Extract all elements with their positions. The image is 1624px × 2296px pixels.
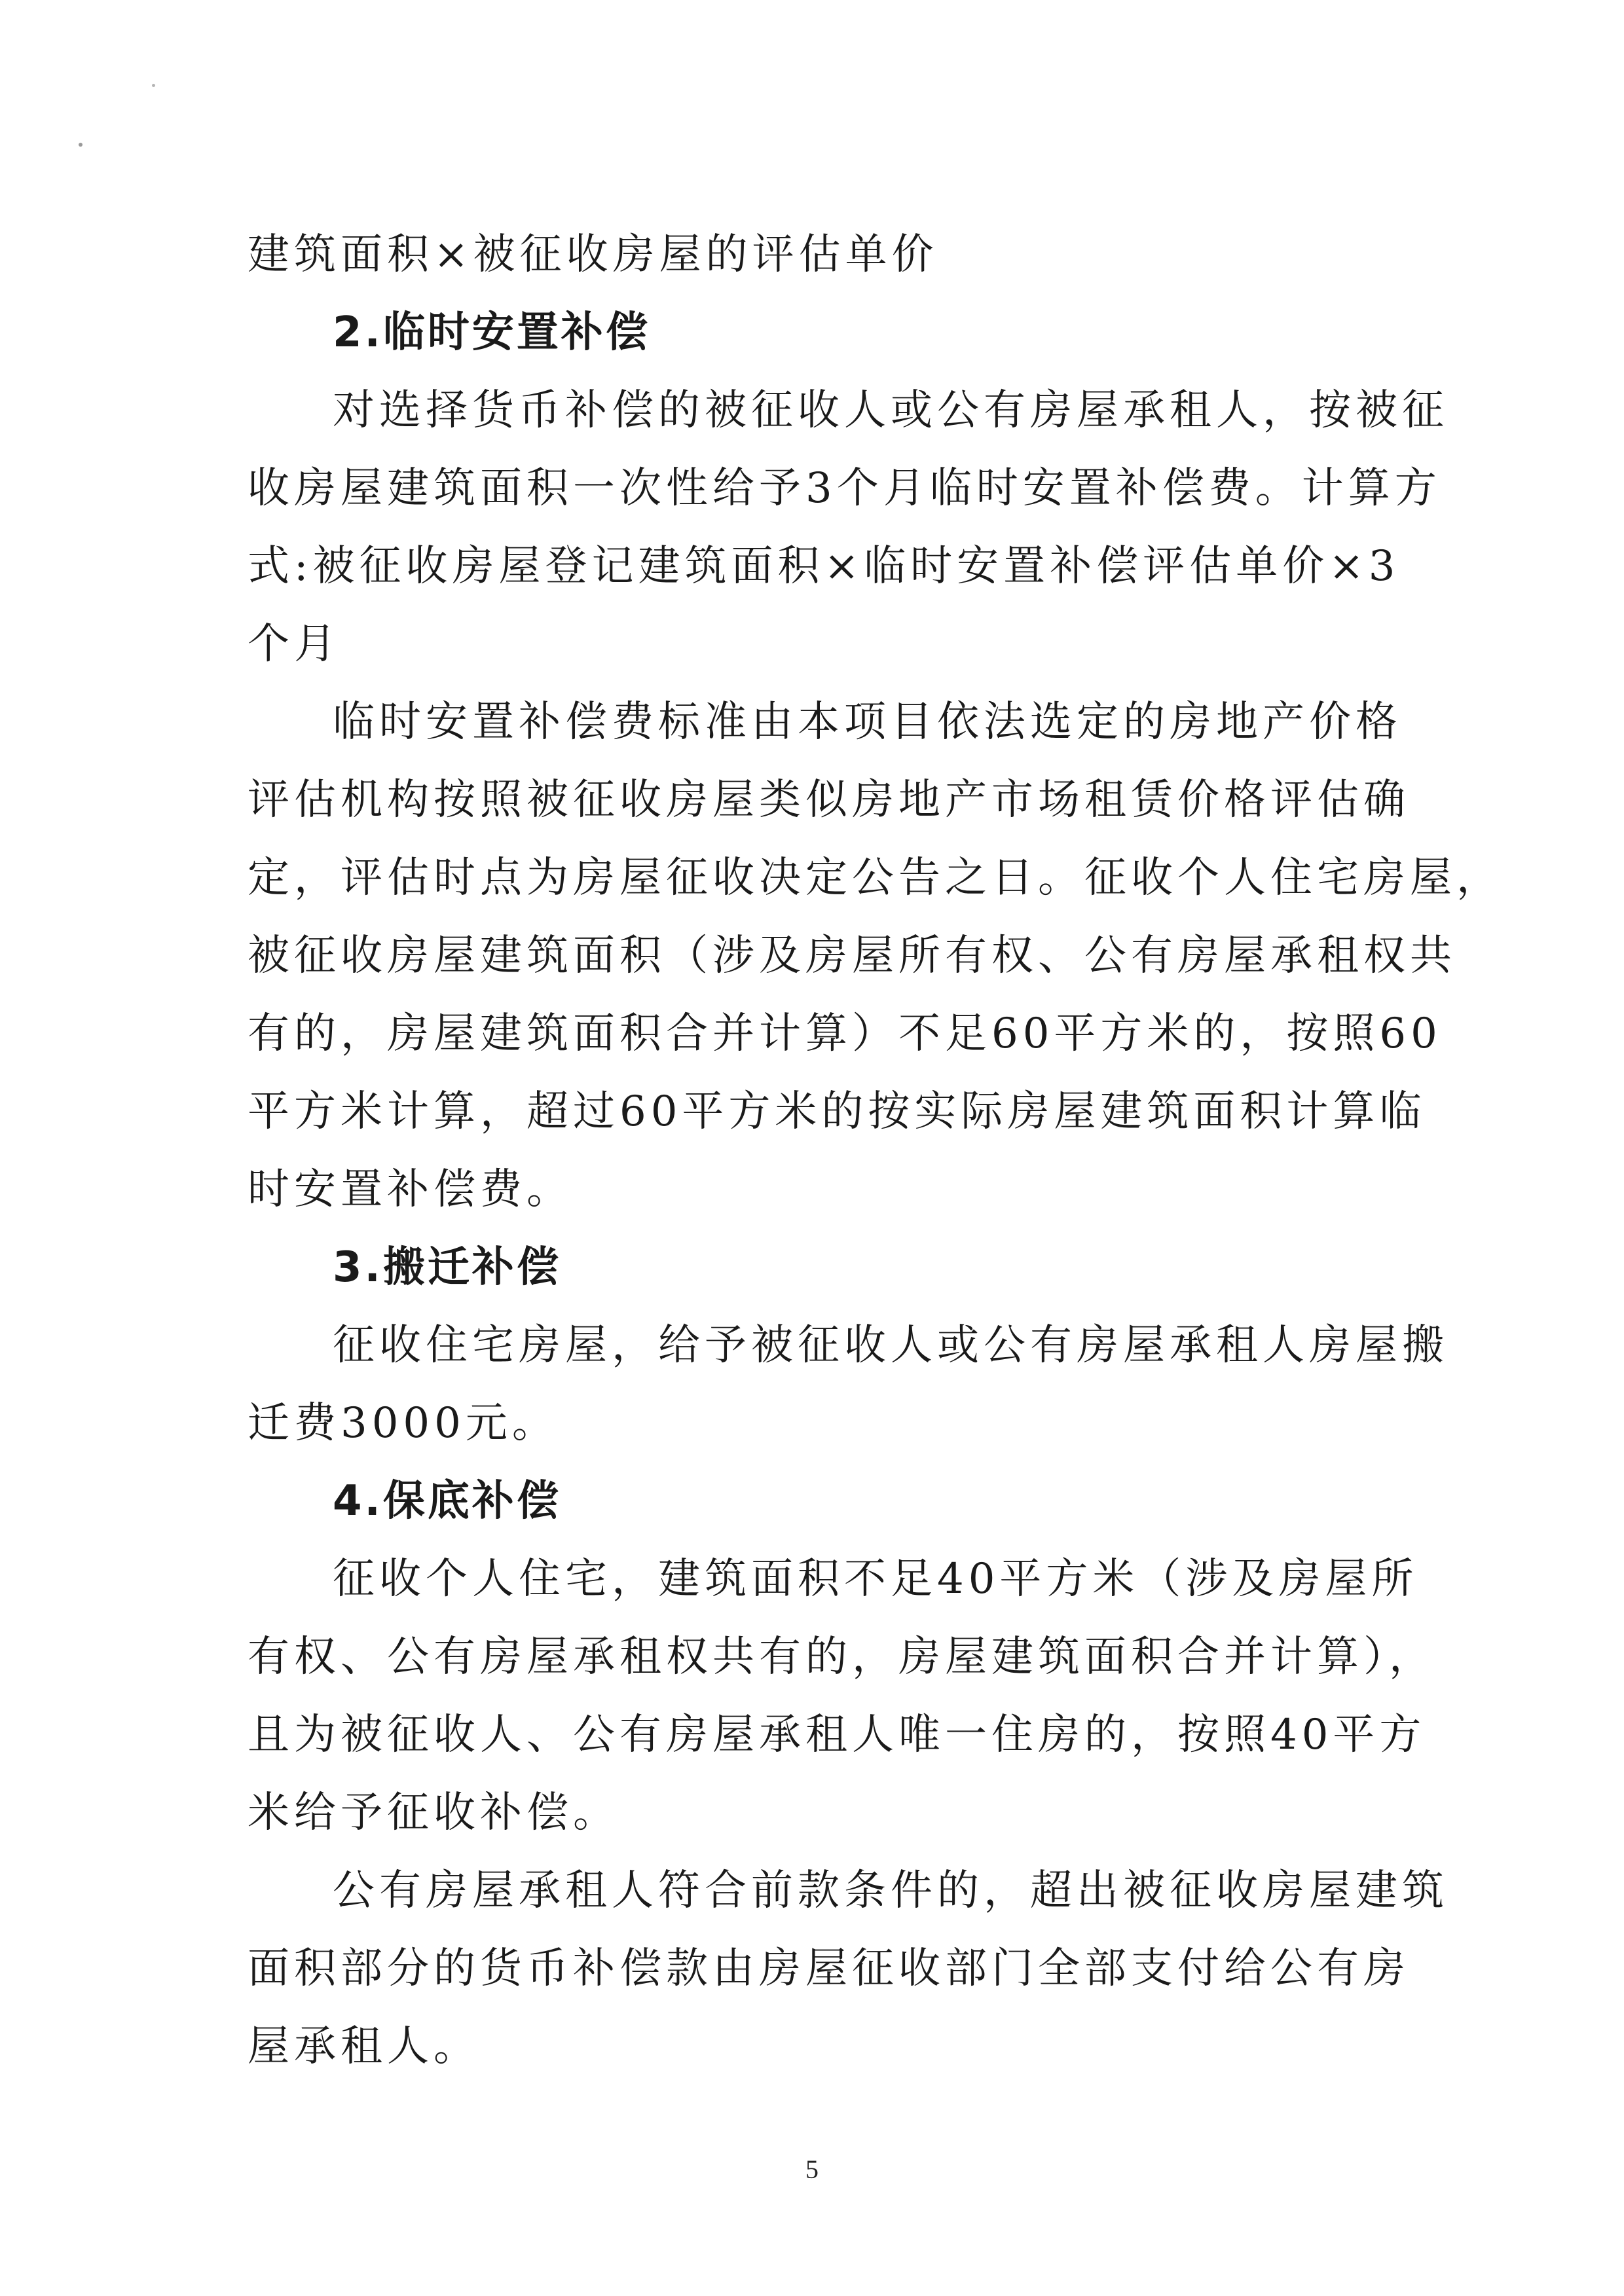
text-line: 被征收房屋建筑面积（涉及房屋所有权、公有房屋承租权共 [248, 932, 1456, 980]
text-line: 平方米计算，超过60平方米的按实际房屋建筑面积计算临 [248, 1087, 1426, 1136]
section-heading: 3.搬迁补偿 [333, 1243, 561, 1292]
page-number: 5 [805, 2155, 819, 2184]
text-line: 面积部分的货币补偿款由房屋征收部门全部支付给公有房 [248, 1944, 1410, 1993]
text-line: 米给予征收补偿。 [248, 1789, 619, 1837]
scan-speck [152, 84, 155, 87]
text-line: 建筑面积×被征收房屋的评估单价 [248, 230, 938, 279]
text-line: 时安置补偿费。 [248, 1165, 573, 1214]
text-line: 收房屋建筑面积一次性给予3个月临时安置补偿费。计算方 [248, 464, 1441, 513]
text-line: 定，评估时点为房屋征收决定公告之日。征收个人住宅房屋， [248, 854, 1503, 902]
text-line: 屋承租人。 [248, 2022, 480, 2071]
text-line: 有的，房屋建筑面积合并计算）不足60平方米的，按照60 [248, 1010, 1442, 1058]
text-line: 评估机构按照被征收房屋类似房地产市场租赁价格评估确 [248, 776, 1410, 824]
text-line: 有权、公有房屋承租权共有的，房屋建筑面积合并计算）， [248, 1633, 1435, 1681]
text-line: 且为被征收人、公有房屋承租人唯一住房的，按照40平方 [248, 1711, 1426, 1759]
text-line: 公有房屋承租人符合前款条件的，超出被征收房屋建筑 [333, 1867, 1449, 1915]
scan-speck [79, 143, 83, 147]
text-line: 个月 [248, 620, 341, 668]
document-body [248, 216, 1503, 2086]
text-line: 对选择货币补偿的被征收人或公有房屋承租人，按被征 [333, 386, 1449, 435]
text-line: 征收个人住宅，建筑面积不足40平方米（涉及房屋所 [333, 1555, 1418, 1603]
text-line: 临时安置补偿费标准由本项目依法选定的房地产价格 [333, 698, 1402, 746]
text-line: 式:被征收房屋登记建筑面积×临时安置补偿评估单价×3 [248, 542, 1400, 591]
section-heading: 4.保底补偿 [333, 1477, 561, 1525]
section-heading: 2.临时安置补偿 [333, 308, 650, 357]
text-line: 征收住宅房屋，给予被征收人或公有房屋承租人房屋搬 [333, 1321, 1449, 1370]
text-line: 迁费3000元。 [248, 1399, 559, 1448]
